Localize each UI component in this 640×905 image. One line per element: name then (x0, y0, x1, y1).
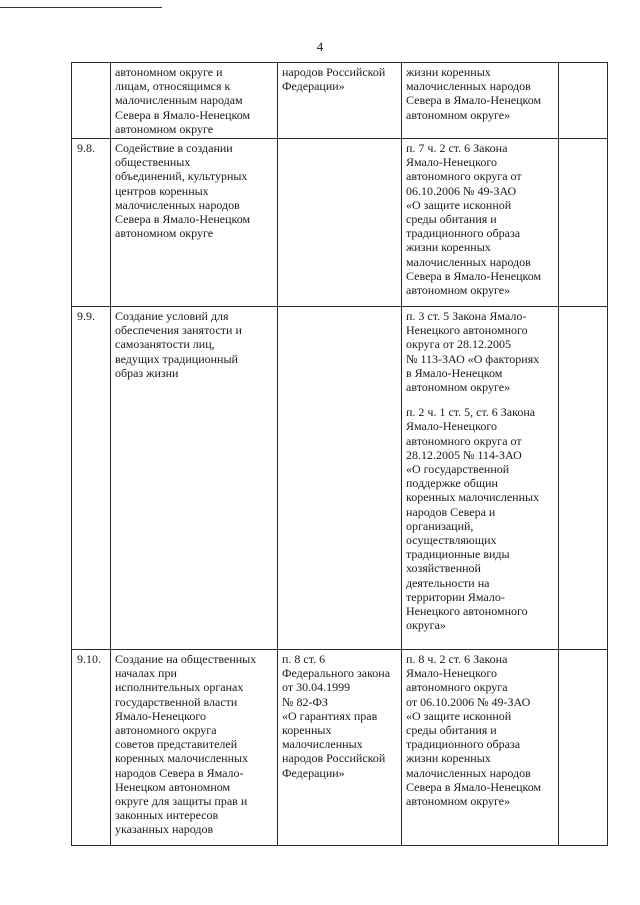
federal-law-cell (278, 307, 402, 650)
table-row (72, 307, 608, 650)
federal-law-cell (278, 63, 402, 139)
page-number: 4 (316, 39, 324, 54)
activity-text: Создание условий для обеспечения занятости и самозанятости лиц, ведущих традиционный образ жизни (115, 309, 242, 380)
extra-cell (559, 139, 608, 307)
activity-text: Создание на общественных началах при исполнительных органах государственной власти Ямало-Ненецкого автономного округа советов представителей коренных малочисленных народов Севера в Ямало- Ненецком автономном округе для защиты прав и законных интересов указанных народов (115, 652, 257, 837)
row-number: 9.9. (72, 307, 111, 650)
activity-cell (111, 307, 278, 650)
regional-law-cell (402, 307, 559, 650)
extra-cell (559, 63, 608, 139)
regional-law-cell (402, 139, 559, 307)
activity-cell (111, 139, 278, 307)
federal-law-text: п. 8 ст. 6 Федерального закона от 30.04.1999 № 82-ФЗ «О гарантиях прав коренных малочисленных народов Российской Федерации» (282, 652, 391, 780)
activity-text: автономном округе и лицам, относящимся к малочисленным народам Севера в Ямало-Ненецком автономном округе (115, 65, 251, 136)
row-number (72, 63, 111, 139)
activity-cell (111, 650, 278, 846)
table-row (72, 63, 608, 139)
federal-law-cell (278, 650, 402, 846)
table-row (72, 650, 608, 846)
regional-law-cell (402, 63, 559, 139)
row-number: 9.8. (72, 139, 111, 307)
extra-cell (559, 650, 608, 846)
activity-text: Содействие в создании общественных объединений, культурных центров коренных малочисленных народов Севера в Ямало-Ненецком автономном округе (115, 141, 251, 241)
federal-law-text: народов Российской Федерации» (282, 65, 386, 94)
regional-law-text: п. 7 ч. 2 ст. 6 Закона Ямало-Ненецкого автономного округа от 06.10.2006 № 49-ЗАО «О защите исконной среды обитания и традиционного образа жизни коренных малочисленных народов Севера в Ямало-Ненецком автономном округе» (406, 141, 542, 298)
row-number: 9.10. (72, 650, 111, 846)
regional-law-text: п. 2 ч. 1 ст. 5, ст. 6 Закона Ямало-Ненецкого автономного округа от 28.12.2005 № 114-ЗАО «О государственной поддержке общин коренных малочисленных народов Севера и организаций, осуществляющих традиционные виды хозяйственной деятельности на территории Ямало- Ненецкого автономного округа» (406, 405, 540, 633)
federal-law-cell (278, 139, 402, 307)
extra-cell (559, 307, 608, 650)
regional-law-text: п. 8 ч. 2 ст. 6 Закона Ямало-Ненецкого автономного округа от 06.10.2006 № 49-ЗАО «О защите исконной среды обитания и традиционного образа жизни коренных малочисленных народов Севера в Ямало-Ненецком автономном округе» (406, 652, 542, 809)
regional-law-text: п. 3 ст. 5 Закона Ямало- Ненецкого автономного округа от 28.12.2005 № 113-ЗАО «О факториях в Ямало-Ненецком автономном округе» (406, 309, 540, 395)
legal-table (71, 62, 608, 846)
regional-law-cell (402, 650, 559, 846)
activity-cell (111, 63, 278, 139)
table-row (72, 139, 608, 307)
top-rule (0, 7, 162, 8)
regional-law-text: жизни коренных малочисленных народов Севера в Ямало-Ненецком автономном округе» (406, 65, 542, 122)
